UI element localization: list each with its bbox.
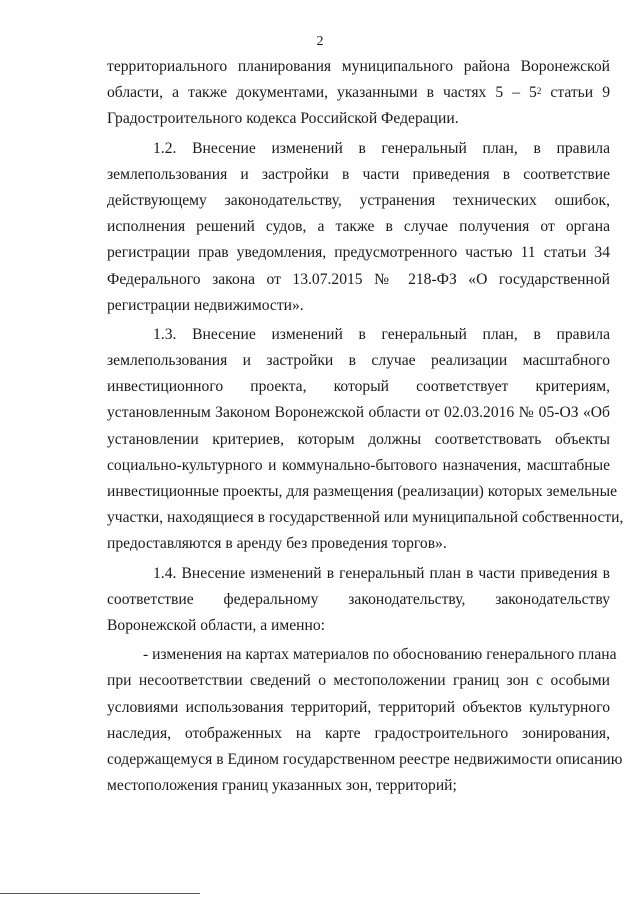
text-line: [107, 773, 610, 799]
text-line: [107, 453, 610, 479]
text-line-content: территориального планирования муниципального района Воронежской: [107, 58, 610, 75]
text-line-content: установлении критериев, которым должны соответствовать объекты: [107, 430, 610, 448]
text-line: [107, 427, 610, 453]
text-line: [107, 505, 624, 531]
text-line: [107, 613, 610, 639]
text-line-content: 1.4. Внесение изменений в генеральный план в части приведения в: [153, 564, 610, 582]
text-line: [107, 188, 610, 214]
text-line-content: условиями использования территорий, территорий объектов культурного: [107, 698, 610, 716]
text-line: [107, 214, 610, 240]
text-line: [107, 587, 610, 613]
text-line-content: содержащемуся в Едином государственном реестре недвижимости описанию: [107, 750, 623, 768]
text-line-content: исполнения решений судов, а также в случае получения от органа: [107, 218, 610, 236]
text-line-content: соответствие федеральному законодательству, законодательству: [107, 590, 610, 608]
text-line-content: 1.3. Внесение изменений в генеральный план, в правила: [153, 325, 610, 343]
text-line-content: Воронежской области, а именно:: [107, 616, 325, 634]
text-line: [107, 293, 610, 319]
text-line: [107, 531, 610, 557]
text-line: [107, 136, 610, 162]
text-line-content: при несоответствии сведений о местоположении границ зон с особыми: [107, 672, 610, 690]
text-line: [107, 240, 610, 266]
text-line-content: Федерального закона от 13.07.2015 № 218-ФЗ «О государственной: [107, 270, 610, 288]
text-line-content: местоположения границ указанных зон, территорий;: [107, 777, 457, 795]
text-line: [107, 322, 610, 348]
text-line: [107, 54, 610, 80]
text-line: [107, 162, 610, 188]
document-body: [107, 54, 624, 799]
text-line: [107, 642, 617, 668]
text-line-content: наследия, отображенных на карте градостроительного зонирования,: [107, 724, 610, 742]
text-line: [107, 400, 610, 426]
text-line: [107, 479, 618, 505]
text-line-content: инвестиционного проекта, который соответствует критериям,: [107, 378, 610, 396]
text-line: [107, 374, 610, 400]
text-line: [107, 267, 610, 293]
text-line: [107, 348, 610, 374]
page-number: 2: [316, 34, 324, 49]
text-line: [107, 747, 623, 773]
text-line: [107, 668, 610, 694]
text-line-content: области, а также документами, указанными в частях 5 – 5: [107, 84, 537, 102]
text-line: [107, 721, 610, 747]
text-line-tail: статьи 9: [541, 84, 610, 102]
footer-rule: [0, 893, 200, 894]
text-line-content: - изменения на картах материалов по обоснованию генерального плана: [143, 646, 617, 664]
text-line-content: установленным Законом Воронежской области от 02.03.2016 № 05-ОЗ «Об: [107, 404, 610, 422]
text-line-content: землепользования и застройки в части приведения в соответствие: [107, 165, 610, 183]
text-line-content: социально-культурного и коммунально-бытового назначения, масштабные: [107, 456, 610, 474]
text-line-content: действующему законодательству, устранения технических ошибок,: [107, 191, 610, 209]
text-line: [107, 80, 610, 106]
text-line-content: 1.2. Внесение изменений в генеральный план, в правила: [153, 139, 610, 157]
text-line: [107, 106, 610, 132]
text-line-content: Градостроительного кодекса Российской Федерации.: [107, 110, 459, 128]
superscript: 2: [536, 86, 542, 97]
text-line-content: участки, находящиеся в государственной или муниципальной собственности,: [107, 509, 624, 527]
text-line-content: регистрации недвижимости».: [107, 296, 304, 314]
text-line-content: регистрации прав уведомления, предусмотренного частью 11 статьи 34: [107, 244, 610, 262]
text-line-content: землепользования и застройки в случае реализации масштабного: [107, 352, 610, 370]
text-line-content: инвестиционные проекты, для размещения (реализации) которых земельные: [107, 483, 618, 500]
text-line-content: предоставляются в аренду без проведения торгов».: [107, 535, 447, 553]
text-line: [107, 561, 610, 587]
text-line: [107, 695, 610, 721]
